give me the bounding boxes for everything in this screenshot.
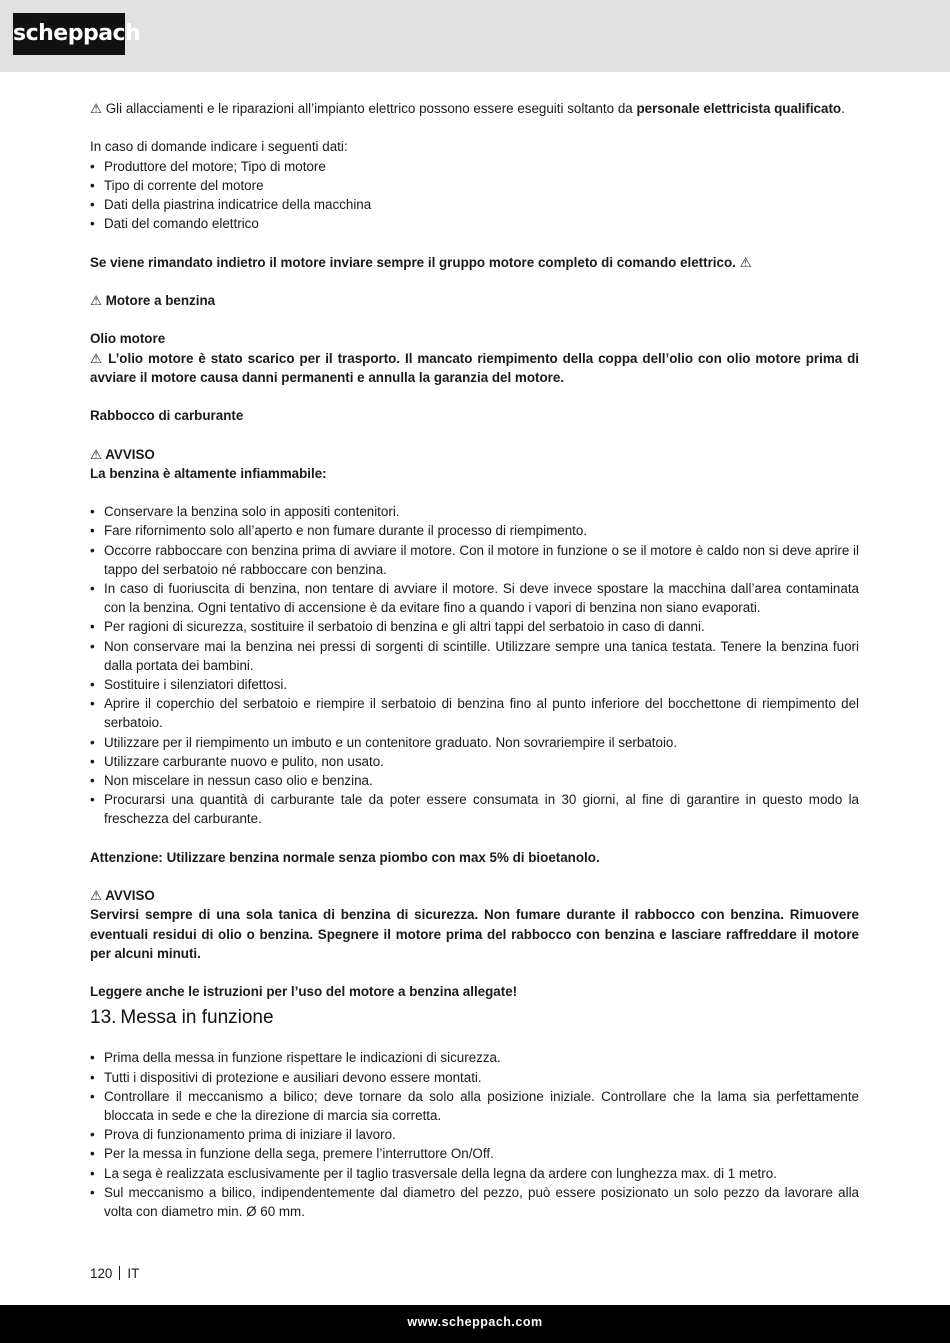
- read-also-note: Leggere anche le istruzioni per l’uso del motore a benzina allegate!: [90, 984, 518, 1000]
- list-item: • Produttore del motore; Tipo di motore: [90, 157, 859, 176]
- questions-heading: In caso di domande indicare i seguenti dati:: [90, 139, 348, 155]
- refuelling-heading: Rabbocco di carburante: [90, 408, 244, 424]
- fuel-safety-list: [90, 502, 859, 828]
- scheppach-logo: scheppach: [13, 13, 125, 55]
- list-item: • Tipo di corrente del motore: [90, 176, 859, 195]
- page-content: [90, 99, 859, 1221]
- list-item: • Utilizzare per il riempimento un imbuto e un contenitore graduato. Non sovrariempire il serbatoio.: [90, 733, 859, 752]
- commissioning-list: [90, 1048, 859, 1221]
- list-item: • Per la messa in funzione della sega, premere l’interruttore On/Off.: [90, 1144, 859, 1163]
- list-item: • Conservare la benzina solo in appositi contenitori.: [90, 502, 859, 521]
- list-item: • Aprire il coperchio del serbatoio e riempire il serbatoio di benzina fino al punto inferiore del bocchettone di riempimento del serbatoio.: [90, 694, 859, 732]
- attention-note: Attenzione: Utilizzare benzina normale senza piombo con max 5% di bioetanolo.: [90, 849, 600, 865]
- list-item: • Sostituire i silenziatori difettosi.: [90, 675, 859, 694]
- list-item: • Sul meccanismo a bilico, indipendentemente dal diametro del pezzo, può essere posizionato un solo pezzo da lavorare alla volta con diametro min. Ø 60 mm.: [90, 1183, 859, 1221]
- language-code: IT: [127, 1266, 140, 1281]
- notice-title: ⚠ AVVISO: [90, 446, 155, 462]
- list-item: • Prima della messa in funzione rispettare le indicazioni di sicurezza.: [90, 1048, 859, 1067]
- petrol-engine-heading: ⚠ Motore a benzina: [90, 292, 216, 308]
- list-item: • Procurarsi una quantità di carburante tale da poter essere consumata in 30 giorni, al fine di garantire in questo modo la freschezza del carburante.: [90, 790, 859, 828]
- engine-oil-heading: Olio motore: [90, 331, 166, 347]
- header-bar: [0, 0, 950, 72]
- electrical-warning-paragraph: ⚠ Gli allacciamenti e le riparazioni all’impianto elettrico possono essere eseguiti soltanto da personale elettricista qualificato.: [90, 101, 845, 116]
- footer-bar: [0, 1305, 950, 1343]
- list-item: • Controllare il meccanismo a bilico; deve tornare da solo alla posizione iniziale. Controllare che la lama sia perfettamente bloccata in sede e che la direzione di marcia sia corretta.: [90, 1087, 859, 1125]
- safety-can-notice: Servirsi sempre di una sola tanica di benzina di sicurezza. Non fumare durante il rabbocco con benzina. Rimuovere eventuali residui di olio o benzina. Spegnere il motore prima del rabbocco con benzina e lasciare raffreddare il motore per alcuni minuti.: [90, 907, 859, 961]
- list-item: • La sega è realizzata esclusivamente per il taglio trasversale della legna da ardere con lunghezza max. di 1 metro.: [90, 1164, 859, 1183]
- warning-icon: ⚠: [90, 101, 103, 116]
- list-item: • Fare rifornimento solo all’aperto e non fumare durante il processo di riempimento.: [90, 521, 859, 540]
- list-item: • Occorre rabboccare con benzina prima di avviare il motore. Con il motore in funzione o se il motore è caldo non si deve aprire il tappo del serbatoio né rabboccare con benzina.: [90, 541, 859, 579]
- questions-list: [90, 157, 859, 234]
- list-item: • Non miscelare in nessun caso olio e benzina.: [90, 771, 859, 790]
- divider: [119, 1266, 120, 1280]
- list-item: • Utilizzare carburante nuovo e pulito, non usato.: [90, 752, 859, 771]
- return-motor-note: Se viene rimandato indietro il motore inviare sempre il gruppo motore completo di comando elettrico. ⚠: [90, 254, 752, 270]
- engine-oil-warning: ⚠ L’olio motore è stato scarico per il trasporto. Il mancato riempimento della coppa dell’olio con olio motore prima di avviare il motore causa danni permanenti e annulla la garanzia del motore.: [90, 350, 859, 385]
- list-item: • Non conservare mai la benzina nei pressi di sorgenti di scintille. Utilizzare sempre una tanica testata. Tenere la benzina fuori dalla portata dei bambini.: [90, 637, 859, 675]
- list-item: • Tutti i dispositivi di protezione e ausiliari devono essere montati.: [90, 1068, 859, 1087]
- list-item: • Prova di funzionamento prima di iniziare il lavoro.: [90, 1125, 859, 1144]
- list-item: • In caso di fuoriuscita di benzina, non tentare di avviare il motore. Si deve invece spostare la macchina dall’area contaminata con la benzina. Ogni tentativo di accensione è da evitare fino a quando i vapori di benzina non siano evaporati.: [90, 579, 859, 617]
- list-item: • Per ragioni di sicurezza, sostituire il serbatoio di benzina e gli altri tappi del serbatoio in caso di danni.: [90, 617, 859, 636]
- list-item: • Dati del comando elettrico: [90, 214, 859, 233]
- flammable-subtitle: La benzina è altamente infiammabile:: [90, 465, 327, 481]
- website-link[interactable]: www.scheppach.com: [407, 1315, 543, 1329]
- page-number-label: [90, 1264, 139, 1283]
- list-item: • Dati della piastrina indicatrice della macchina: [90, 195, 859, 214]
- notice-title: ⚠ AVVISO: [90, 888, 155, 904]
- section-13-heading: 13. Messa in funzione: [90, 1007, 274, 1029]
- page-number: 120: [90, 1266, 113, 1281]
